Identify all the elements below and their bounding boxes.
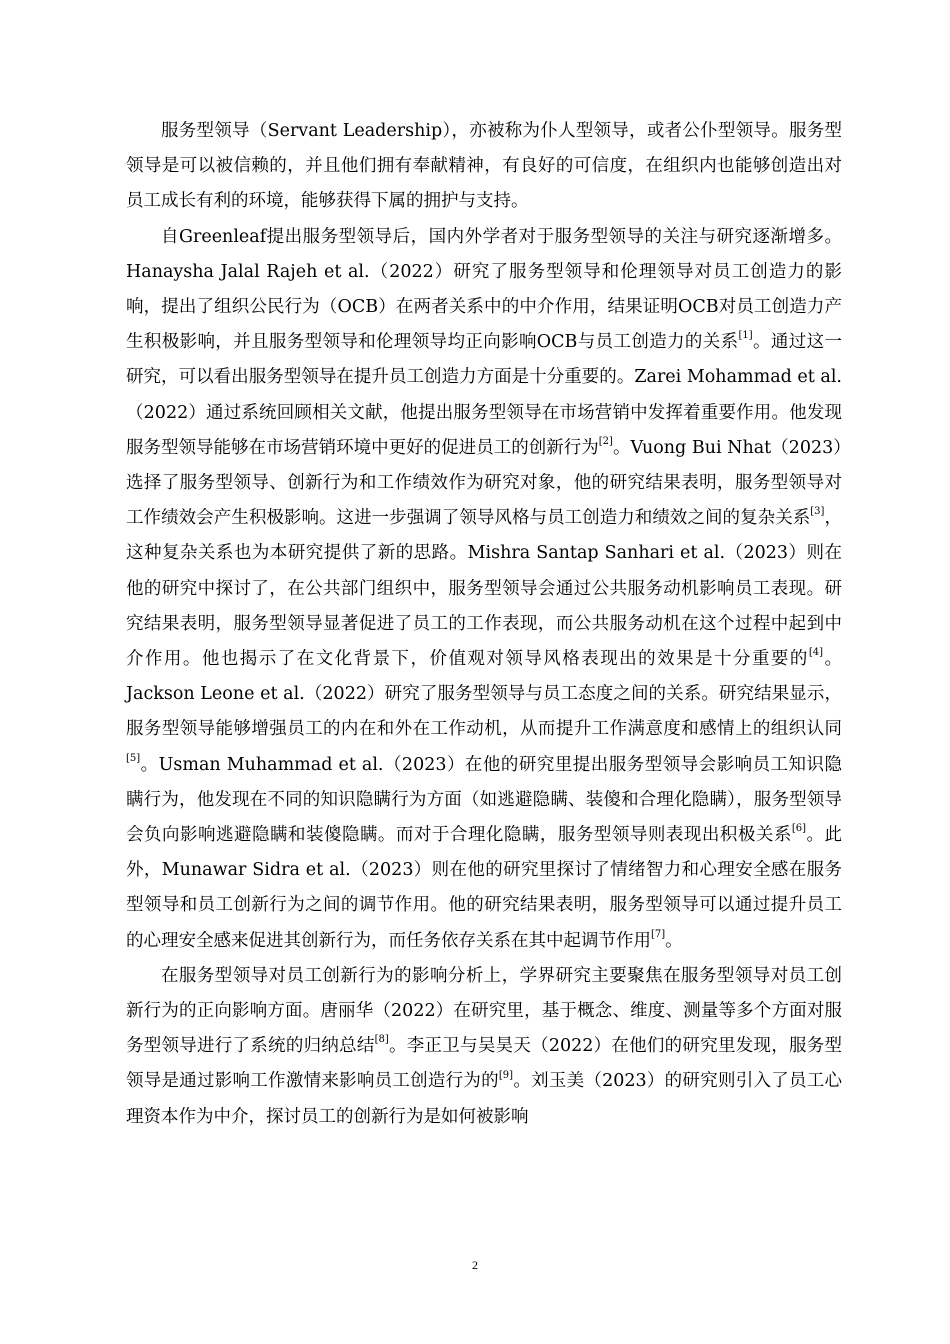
paragraph-text: 。此外，Munawar Sidra et al.（2023）则在他的研究里探讨了情绪智力和心理安全感在服务型领导和员工创新行为之间的调节作用。他的研究结果表明，服务型领导可以通过提升员工的心理安全感来促进其创新行为，而任务依存关系在其中起调节作用 — [126, 825, 843, 951]
citation-marker: [8] — [374, 1034, 389, 1046]
paragraph — [126, 114, 842, 220]
citation-marker: [6] — [791, 823, 807, 835]
page-number: 2 — [472, 1258, 478, 1272]
citation-marker: [7] — [651, 928, 666, 940]
paragraph-text: 自Greenleaf提出服务型领导后，国内外学者对于服务型领导的关注与研究逐渐增多。Hanaysha Jalal Rajeh et al.（2022）研究了服务型领导和伦理领导对员工创造力的影响，提出了组织公民行为（OCB）在两者关系中的中介作用，结果证明OCB对员工创造力产生积极影响，并且服务型领导和伦理领导均正向影响OCB与员工创造力的关系 — [126, 226, 842, 353]
citation-marker: [3] — [810, 506, 825, 518]
paragraph-text: 在服务型领导对员工创新行为的影响分析上，学界研究主要聚焦在服务型领导对员工创新行为的正向影响方面。唐丽华（2022）在研究里，基于概念、维度、测量等多个方面对服务型领导进行了系统的归纳总结 — [126, 965, 842, 1057]
citation-marker: [5] — [126, 752, 141, 764]
paragraph-text: 。刘玉美（2023）的研究则引入了员工心理资本作为中介，探讨员工的创新行为是如何被影响 — [126, 1071, 842, 1127]
citation-marker: [1] — [738, 330, 753, 342]
paragraph-text: 。Usman Muhammad et al.（2023）在他的研究里提出服务型领导会影响员工知识隐瞒行为，他发现在不同的知识隐瞒行为方面（如逃避隐瞒、装傻和合理化隐瞒），服务型领导会负向影响逃避隐瞒和装傻隐瞒。而对于合理化隐瞒，服务型领导则表现出积极关系 — [126, 754, 842, 846]
citation-marker: [4] — [808, 647, 824, 659]
document-body — [126, 114, 842, 1135]
paragraph-text: 。 — [665, 930, 683, 951]
paragraph-text: 。通过这一研究，可以看出服务型领导在提升员工创造力方面是十分重要的。Zarei Mohammad et al.（2022）通过系统回顾相关文献，他提出服务型领导在市场营销中发挥着重要作用。他发现服务型领导能够在市场营销环境中更好的促进员工的创新行为 — [126, 332, 842, 458]
citation-marker: [2] — [598, 436, 613, 447]
paragraph-text: 。Jackson Leone et al.（2022）研究了服务型领导与员工态度之间的关系。研究结果显示，服务型领导能够增强员工的内在和外在工作动机，从而提升工作满意度和感情上的组织认同 — [126, 649, 842, 740]
paragraph — [126, 220, 842, 959]
paragraph-text: 。李正卫与吴昊天（2022）在他们的研究里发现，服务型领导是通过影响工作激情来影响员工创造行为的 — [126, 1036, 842, 1092]
citation-marker: [9] — [498, 1069, 514, 1081]
paragraph-text: ，这种复杂关系也为本研究提供了新的思路。Mishra Santap Sanhari et al.（2023）则在他的研究中探讨了，在公共部门组织中，服务型领导会通过公共服务动机影响员工表现。研究结果表明，服务型领导显著促进了员工的工作表现，而公共服务动机在这个过程中起到中介作用。他也揭示了在文化背景下，价值观对领导风格表现出的效果是十分重要的 — [126, 508, 842, 670]
paragraph — [126, 959, 842, 1135]
paragraph-text: 服务型领导（Servant Leadership），亦被称为仆人型领导，或者公仆型领导。服务型领导是可以被信赖的，并且他们拥有奉献精神，有良好的可信度，在组织内也能够创造出对员工成长有利的环境，能够获得下属的拥护与支持。 — [126, 121, 842, 212]
paragraph-text: 。Vuong Bui Nhat（2023）选择了服务型领导、创新行为和工作绩效作为研究对象，他的研究结果表明，服务型领导对工作绩效会产生积极影响。这进一步强调了领导风格与员工创造力和绩效之间的复杂关系 — [126, 437, 842, 529]
